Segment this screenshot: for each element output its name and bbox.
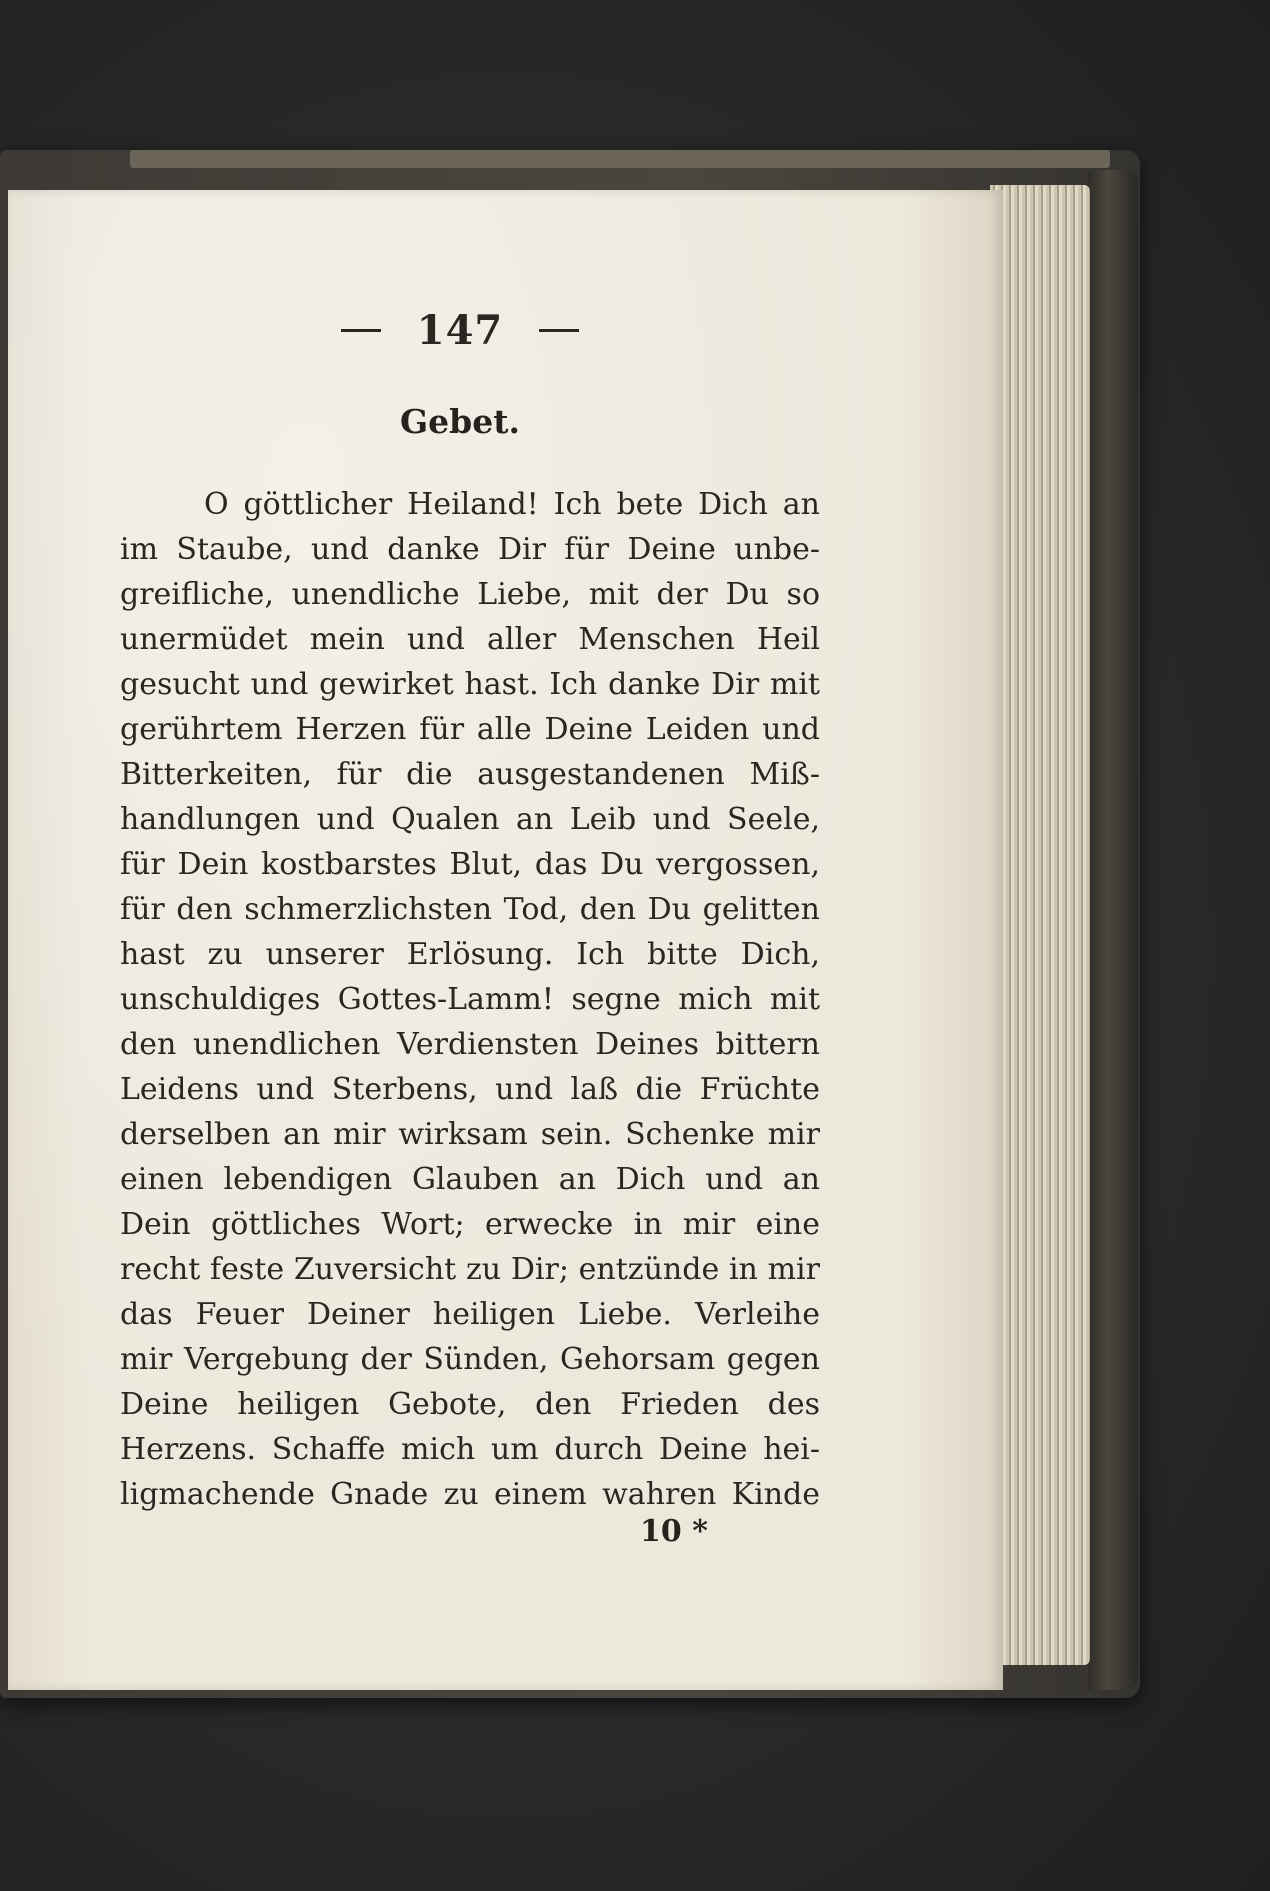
- text-line: das Feuer Deiner heiligen Liebe. Verleihe: [120, 1297, 820, 1332]
- text-line: Herzens. Schaffe mich um durch Deine hei-: [120, 1432, 820, 1467]
- text-line: Bitterkeiten, für die ausgestandenen Miß-: [120, 757, 820, 792]
- text-line: recht feste Zuversicht zu Dir; entzünde in mir: [120, 1252, 820, 1287]
- text-line: gesucht und gewirket hast. Ich danke Dir mit: [120, 667, 820, 702]
- text-line: ligmachende Gnade zu einem wahren Kinde: [120, 1477, 820, 1512]
- text-line: im Staube, und danke Dir für Deine unbe-: [120, 532, 820, 567]
- text-line: einen lebendigen Glauben an Dich und an: [120, 1162, 820, 1197]
- text-line: gerührtem Herzen für alle Deine Leiden und: [120, 712, 820, 747]
- page-header: [330, 305, 590, 355]
- page-number: 147: [416, 306, 504, 354]
- text-line: für Dein kostbarstes Blut, das Du vergossen,: [120, 847, 820, 882]
- signature-mark: 10 *: [640, 1514, 708, 1549]
- text-line: unschuldiges Gottes-Lamm! segne mich mit: [120, 982, 820, 1017]
- page-stack-edge: [990, 185, 1090, 1665]
- text-line: für den schmerzlichsten Tod, den Du gelitten: [120, 892, 820, 927]
- text-line: Leidens und Sterbens, und laß die Früchte: [120, 1072, 820, 1107]
- text-line: Dein göttliches Wort; erwecke in mir eine: [120, 1207, 820, 1242]
- text-line: hast zu unserer Erlösung. Ich bitte Dich,: [120, 937, 820, 972]
- header-dash-left: [341, 329, 381, 332]
- book-cover-top-edge: [130, 150, 1110, 168]
- text-line: handlungen und Qualen an Leib und Seele,: [120, 802, 820, 837]
- book-cover-fore-edge: [1088, 170, 1138, 1690]
- prayer-text: [120, 482, 820, 1517]
- text-line: unermüdet mein und aller Menschen Heil: [120, 622, 820, 657]
- text-line: greifliche, unendliche Liebe, mit der Du so: [120, 577, 820, 612]
- text-line: derselben an mir wirksam sein. Schenke mir: [120, 1117, 820, 1152]
- text-line: mir Vergebung der Sünden, Gehorsam gegen: [120, 1342, 820, 1377]
- page-title: Gebet.: [400, 402, 520, 441]
- text-line: Deine heiligen Gebote, den Frieden des: [120, 1387, 820, 1422]
- text-line: O göttlicher Heiland! Ich bete Dich an: [204, 487, 820, 522]
- header-dash-right: [539, 329, 579, 332]
- text-line: den unendlichen Verdiensten Deines bittern: [120, 1027, 820, 1062]
